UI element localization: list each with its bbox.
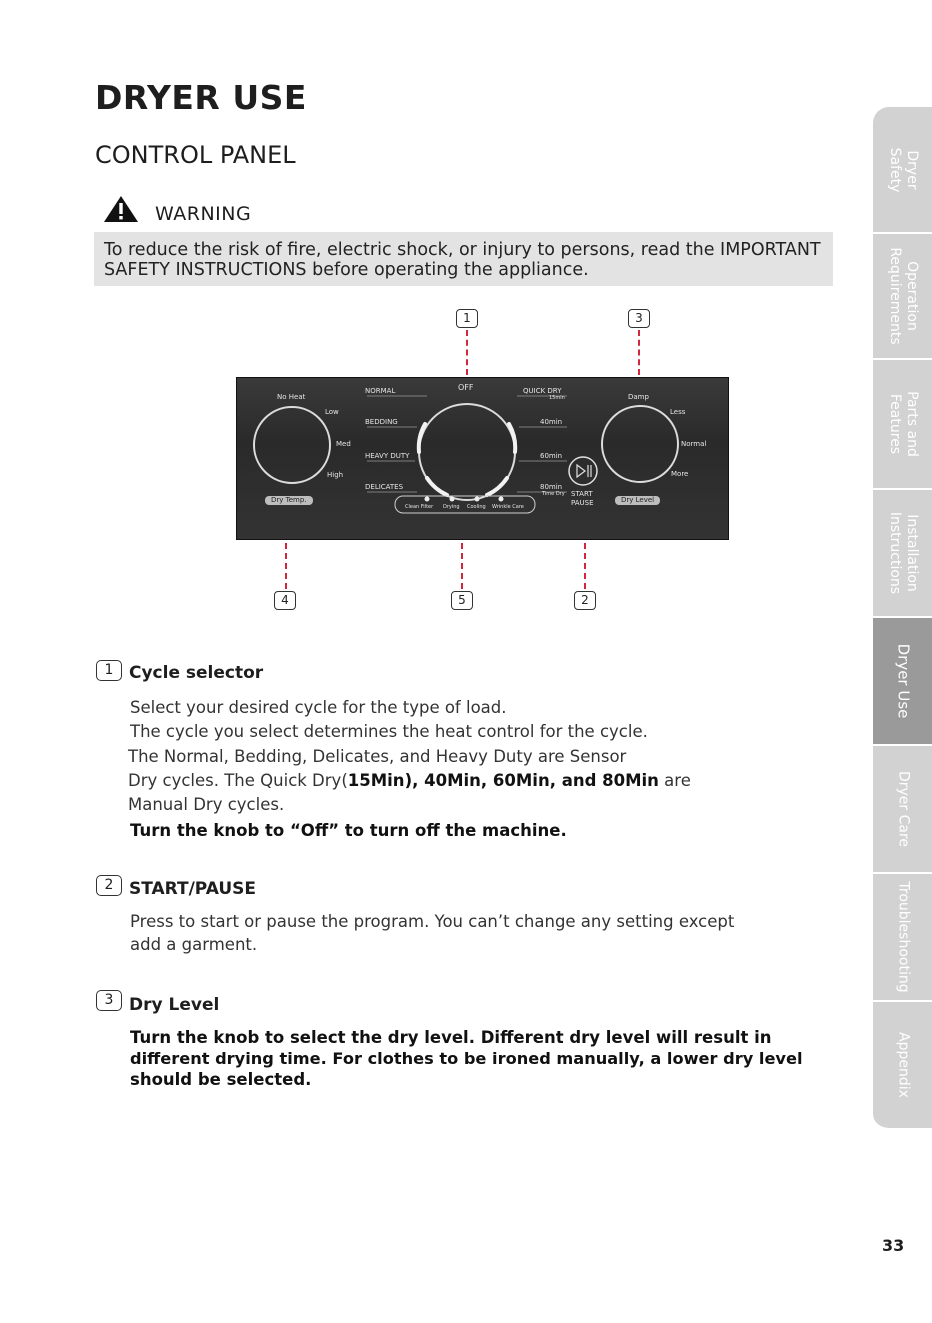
leader-line	[466, 330, 468, 375]
level-normal-label: Normal	[681, 440, 707, 448]
temp-low-label: Low	[325, 408, 339, 416]
tab-troubleshooting[interactable]	[873, 874, 932, 1002]
pause-label: PAUSE	[571, 499, 594, 507]
item-text-bold: Turn the knob to select the dry level. Different dry level will result in	[130, 1028, 772, 1047]
leader-line	[461, 543, 463, 589]
item-text: Dry cycles. The Quick Dry(	[128, 771, 348, 790]
start-label: START	[571, 490, 593, 498]
item-text-bold: different drying time. For clothes to be ironed manually, a lower dry level	[130, 1049, 803, 1068]
status-drying: Drying	[443, 504, 460, 510]
item-text-line	[128, 769, 691, 793]
leader-line	[584, 543, 586, 589]
item-text: The Normal, Bedding, Delicates, and Heavy Duty are Sensor	[128, 747, 627, 766]
item-text: ), 40Min, 60Min, and 80Min	[404, 771, 659, 790]
warning-text: To reduce the risk of fire, electric shock, or injury to persons, read the IMPORTANT SAFETY INSTRUCTIONS before operating the appliance.	[104, 240, 821, 280]
tab-operation-requirements[interactable]	[873, 234, 932, 360]
tab-label: Installation Instructions	[886, 511, 920, 595]
item-text: Select your desired cycle for the type of load.	[130, 698, 507, 717]
item-text: The cycle you select determines the heat control for the cycle.	[130, 722, 648, 741]
warning-icon	[103, 195, 139, 223]
cycle-80min-label: 80min	[540, 483, 563, 491]
status-cooling: Cooling	[467, 504, 486, 510]
tab-label: Operation Requirements	[886, 247, 920, 345]
item-text-bold: 15Min	[347, 771, 405, 790]
section-title: CONTROL PANEL	[95, 141, 296, 169]
tab-label: Dryer Use	[894, 643, 912, 719]
tab-label: Troubleshooting	[895, 881, 911, 993]
cycle-60min-label: 60min	[540, 452, 563, 460]
temp-high-label: High	[327, 471, 344, 479]
tab-label: Dryer Safety	[886, 147, 920, 192]
control-panel-image	[236, 377, 729, 540]
tab-dryer-safety[interactable]	[873, 107, 932, 234]
dry-temp-button[interactable]: Dry Temp.	[265, 496, 313, 505]
leader-line	[285, 543, 287, 589]
item-text: add a garment.	[130, 935, 258, 954]
tab-label: Dryer Care	[895, 770, 911, 848]
item-title: Dry Level	[129, 995, 220, 1015]
cycle-delicates-label: DELICATES	[365, 483, 404, 491]
level-damp-label: Damp	[628, 393, 649, 401]
cycle-40min-label: 40min	[540, 418, 563, 426]
callout-number: 2	[574, 591, 596, 610]
tab-dryer-care[interactable]	[873, 746, 932, 874]
item-text-bold: should be selected.	[130, 1070, 312, 1089]
warning-label: WARNING	[155, 203, 252, 225]
leader-line	[638, 330, 640, 375]
callout-number: 5	[451, 591, 473, 610]
item-title: START/PAUSE	[129, 879, 257, 899]
time-dry-label: Time Dry	[542, 491, 565, 497]
page-number: 33	[882, 1236, 905, 1255]
tab-dryer-use[interactable]	[873, 618, 932, 746]
tab-label: Appendix	[895, 1032, 911, 1098]
item-text: are	[658, 771, 691, 790]
temp-med-label: Med	[336, 440, 351, 448]
item-title: Cycle selector	[129, 663, 264, 683]
control-panel-dials	[237, 378, 728, 539]
level-more-label: More	[671, 470, 689, 478]
item-number: 1	[96, 660, 122, 681]
callout-number: 4	[274, 591, 296, 610]
status-wrinkle-care: Wrinkle Care	[492, 504, 524, 510]
callout-number: 1	[456, 309, 478, 328]
cycle-bedding-label: BEDDING	[365, 418, 398, 426]
item-number: 2	[96, 875, 122, 896]
tab-appendix[interactable]	[873, 1002, 932, 1130]
tab-label: Parts and Features	[886, 391, 920, 457]
dry-level-button[interactable]: Dry Level	[615, 496, 660, 505]
temp-no-heat-label: No Heat	[277, 393, 306, 401]
item-text: Manual Dry cycles.	[128, 795, 285, 814]
item-number: 3	[96, 990, 122, 1011]
cycle-off-label: OFF	[458, 383, 474, 392]
cycle-normal-label: NORMAL	[365, 387, 396, 395]
item-text: Press to start or pause the program. You can’t change any setting except	[130, 912, 735, 931]
status-clean-filter: Clean Filter	[405, 504, 434, 510]
item-text-bold: Turn the knob to “Off” to turn off the machine.	[130, 821, 567, 840]
cycle-quick-dry-label: QUICK DRY	[523, 387, 562, 395]
page-title: DRYER USE	[95, 78, 307, 117]
tab-installation-instructions[interactable]	[873, 490, 932, 618]
cycle-quick-dry-time: 15min	[549, 395, 565, 401]
callout-number: 3	[628, 309, 650, 328]
cycle-heavy-duty-label: HEAVY DUTY	[365, 452, 410, 460]
tab-parts-and-features[interactable]	[873, 360, 932, 490]
level-less-label: Less	[670, 408, 686, 416]
